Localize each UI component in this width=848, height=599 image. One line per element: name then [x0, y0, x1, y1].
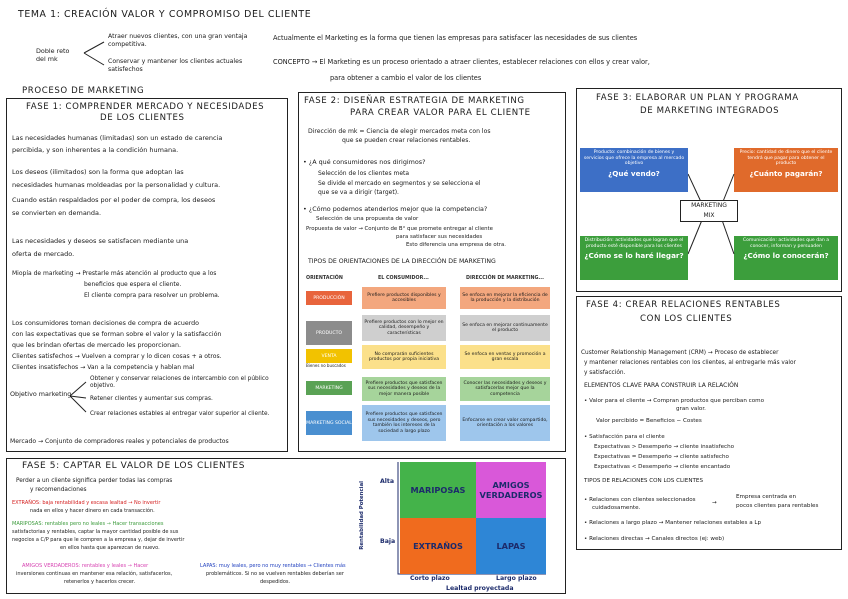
table-header: ORIENTACIÓN	[306, 276, 343, 281]
fase4-title-1: FASE 4: CREAR RELACIONES RENTABLES	[586, 300, 781, 310]
extranos-text: EXTRAÑOS: baja rentabilidad y escasa lealtad → No invertir	[12, 500, 161, 506]
proceso-title: PROCESO DE MARKETING	[22, 86, 145, 96]
matrix-x-label: Lealtad proyectada	[446, 585, 514, 592]
quad-amigos: AMIGOS VERDADEROS	[476, 462, 546, 518]
fase1-line: Miopía de marketing → Prestarle más atención al producto que a los	[12, 270, 217, 277]
fase1-title-1: FASE 1: COMPRENDER MERCADO Y NECESIDADES	[26, 102, 265, 112]
fase5-intro: y recomendaciones	[30, 487, 87, 493]
fase1-line: El cliente compra para resolver un problema.	[84, 292, 220, 299]
mariposas-text: negocios a C/P para que le compren a la empresa y, dejar de invertir	[12, 537, 185, 543]
orientation-label: PRODUCCIÓN	[306, 291, 352, 305]
rel1: cuidadosamente.	[592, 505, 641, 511]
orientation-consumer: Prefiere productos que satisfacen sus necesidades y deseos, pero también los intereses de la sociedad a largo plazo	[362, 405, 446, 441]
fase1-line: necesidades humanas moldeadas por la personalidad y cultura.	[12, 181, 221, 189]
orientation-consumer: No comprarán suficientes productos por propia iniciativa	[362, 345, 446, 369]
fase1-line: Las necesidades y deseos se satisfacen mediante una	[12, 237, 189, 245]
q1-answer: Selección de los clientes meta	[318, 170, 410, 177]
valor-line: Valor percibido = Beneficios − Costes	[596, 418, 702, 424]
lapas-text: problemáticos. Si no se vuelven rentables deberían ser	[206, 571, 344, 577]
q2-answer: para satisfacer sus necesidades	[396, 234, 483, 240]
fase1-title-2: DE LOS CLIENTES	[100, 113, 185, 123]
orientation-direction: Enfocarse en crear valor compartido, orientación a los valores	[460, 405, 550, 441]
fase1-line: oferta de mercado.	[12, 250, 75, 258]
orientation-direction: Se enfoca en mejorar la eficiencia de la producción y la distribución	[460, 287, 550, 309]
orientation-direction: Conocer las necesidades y deseos y satisfacerlas mejor que la competencia	[460, 377, 550, 401]
concepto-line-2: para obtener a cambio el valor de los clientes	[330, 74, 482, 82]
orientation-direction: Se enfoca en ventas y promoción a gran escala	[460, 345, 550, 369]
fase5-title: FASE 5: CAPTAR EL VALOR DE LOS CLIENTES	[22, 461, 246, 471]
crm-line: y satisfacción.	[584, 370, 626, 376]
quad-extranos: EXTRAÑOS	[400, 518, 476, 574]
orientation-label: MARKETING SOCIAL	[306, 411, 352, 435]
fase1-line: Los deseos (ilimitados) son la forma que adoptan las	[12, 168, 184, 176]
amigos-text: AMIGOS VERDADEROS: rentables y leales → Hacer	[22, 563, 149, 569]
doble-reto-label: Doble reto del mk	[36, 47, 70, 63]
fase1-line: Los consumidores toman decisiones de compra de acuerdo	[12, 320, 200, 327]
mix-producto: Producto: combinación de bienes y servicios que ofrece la empresa al mercado objetivo ¿Qué vendo?	[580, 148, 688, 192]
q2-answer: Esto diferencia una empresa de otra.	[406, 242, 506, 248]
rel1-arrow: →	[712, 500, 717, 506]
direccion-line: que se pueden crear relaciones rentables.	[342, 137, 471, 144]
matrix-x-corto: Corto plazo	[410, 575, 450, 582]
concepto-line-1: CONCEPTO → El Marketing es un proceso orientado a atraer clientes, establecer relaciones con ellos y crear valor,	[273, 58, 650, 66]
satisfaccion-line: Expectativas < Desempeño → cliente encantado	[594, 464, 731, 470]
rel2: • Relaciones a largo plazo → Mantener relaciones estables a Lp	[584, 520, 762, 526]
matrix-x-largo: Largo plazo	[496, 575, 537, 582]
tipos-relaciones-title: TIPOS DE RELACIONES CON LOS CLIENTES	[584, 478, 704, 484]
orientation-consumer: Prefiere productos disponibles y accesibles	[362, 287, 446, 309]
objetivo-item-1: Obtener y conservar relaciones de intercambio con el público objetivo.	[90, 376, 269, 390]
rel3: • Relaciones directas → Canales directos (ej: web)	[584, 536, 725, 542]
matrix-y-baja: Baja	[380, 538, 396, 545]
satisfaccion-line: Expectativas > Desempeño → cliente insatisfecho	[594, 444, 735, 450]
fase1-line: Las necesidades humanas (limitadas) son un estado de carencia	[12, 134, 223, 142]
fase4-title-2: CON LOS CLIENTES	[640, 314, 733, 324]
rel1: • Relaciones con clientes seleccionados	[584, 497, 696, 503]
q1: • ¿A qué consumidores nos dirigimos?	[303, 158, 426, 166]
satisfaccion-line: Expectativas = Desempeño → cliente satisfecho	[594, 454, 729, 460]
orientation-label: VENTA	[306, 349, 352, 363]
fase1-line: con las expectativas que se forman sobre el valor y la satisfacción	[12, 331, 222, 338]
doble-reto-item-1: Atraer nuevos clientes, con una gran ventaja competitiva.	[108, 33, 248, 48]
fase1-line: Cuando están respaldados por el poder de compra, los deseos	[12, 196, 216, 204]
rel1-result: pocos clientes para rentables	[736, 503, 819, 509]
fase2-title-1: FASE 2: DISEÑAR ESTRATEGIA DE MARKETING	[304, 96, 525, 106]
fase1-line: beneficios que espera el cliente.	[84, 281, 182, 288]
fase1-line: Clientes satisfechos → Vuelven a comprar y lo dicen cosas + a otros.	[12, 353, 222, 360]
fase1-line: que les brindan ofertas de mercado les proporcionan.	[12, 342, 182, 349]
fase1-line: Clientes insatisfechos → Van a la competencia y hablan mal	[12, 364, 195, 371]
mix-comunicacion: Comunicación: actividades que dan a conocer, informan y persuaden ¿Cómo lo conocerán?	[734, 236, 838, 280]
objetivo-label: Objetivo marketing	[10, 390, 72, 398]
extranos-text: nada en ellos y hacer dinero en cada transacción.	[30, 508, 155, 514]
fase5-intro: Perder a un cliente significa perder todas las compras	[16, 478, 173, 484]
crm-line: Customer Relationship Management (CRM) → Proceso de establecer	[581, 350, 779, 356]
valor-line: • Valor para el cliente → Compran productos que perciban como	[584, 398, 765, 404]
orientation-label: PRODUCTO	[306, 321, 352, 345]
direccion-line: Dirección de mk = Ciencia de elegir mercados meta con los	[308, 128, 491, 135]
q1-answer: Se divide el mercado en segmentos y se selecciona el	[318, 180, 481, 187]
q2: • ¿Cómo podemos atenderlos mejor que la competencia?	[303, 205, 488, 213]
valor-line: gran valor.	[676, 406, 706, 412]
amigos-text: retenerlos y hacerlos crecer.	[64, 579, 136, 585]
matrix-y-alta: Alta	[380, 478, 395, 485]
marketing-mix-center: MARKETING MIX	[680, 200, 738, 222]
matrix-y-label-wrap	[354, 482, 366, 552]
orientation-consumer: Prefiere productos con lo mejor en calidad, desempeño y características	[362, 315, 446, 341]
mix-distribucion: Distribución: actividades que logran que el producto esté disponible para los clientes ¿Cómo se lo haré llegar?	[580, 236, 688, 280]
lapas-text: LAPAS: muy leales, pero no muy rentables → Clientes más	[200, 563, 346, 569]
fase3-title-1: FASE 3: ELABORAR UN PLAN Y PROGRAMA	[596, 93, 799, 103]
rel1-result: Empresa centrada en	[736, 494, 796, 500]
page-title: TEMA 1: CREACIÓN VALOR Y COMPROMISO DEL CLIENTE	[18, 9, 312, 20]
fase3-title-2: DE MARKETING INTEGRADOS	[640, 106, 780, 116]
crm-line: y mantener relaciones rentables con los clientes, al entregarle más valor	[584, 360, 796, 366]
q2-answer: Selección de una propuesta de valor	[316, 216, 419, 222]
doble-reto-item-2: Conservar y mantener los clientes actuales satisfechos	[108, 58, 243, 73]
fase1-line: se convierten en demanda.	[12, 209, 102, 217]
orientation-note: Bienes no buscados	[306, 363, 346, 368]
amigos-text: inversiones continuas en mantener esa relación, satisfacerlos,	[16, 571, 173, 577]
q1-answer: que se va a dirigir (target).	[318, 189, 399, 196]
quad-mariposas: MARIPOSAS	[400, 462, 476, 518]
q2-answer: Propuesta de valor → Conjunto de B° que promete entregar al cliente	[306, 226, 493, 232]
satisfaccion-line: • Satisfacción para el cliente	[584, 434, 665, 440]
lapas-text: despedidos.	[260, 579, 291, 585]
table-header: DIRECCIÓN DE MARKETING...	[466, 276, 544, 281]
matrix-y-label: Rentabilidad Potencial	[359, 481, 365, 550]
mariposas-text: en ellos hasta que aparezcan de nuevo.	[60, 545, 160, 551]
orientation-direction: Se enfoca en mejorar continuamente el producto	[460, 315, 550, 341]
table-header: EL CONSUMIDOR...	[378, 276, 429, 281]
fase1-line: percibida, y son inherentes a la condición humana.	[12, 146, 179, 154]
mix-precio: Precio: cantidad de dinero que el cliente tendrá que pagar para obtener el producto ¿Cuánto pagarán?	[734, 148, 838, 192]
objetivo-item-2: Retener clientes y aumentar sus compras.	[90, 396, 213, 402]
quad-lapas: LAPAS	[476, 518, 546, 574]
tipos-title: TIPOS DE ORIENTACIONES DE LA DIRECCIÓN DE MARKETING	[308, 258, 496, 265]
fase2-title-2: PARA CREAR VALOR PARA EL CLIENTE	[350, 108, 531, 118]
mariposas-text: MARIPOSAS: rentables pero no leales → Hacer transacciones	[12, 521, 164, 527]
objetivo-bracket	[68, 376, 90, 420]
intro-line: Actualmente el Marketing es la forma que tienen las empresas para satisfacer las necesidades de sus clientes	[273, 34, 638, 42]
elementos-title: ELEMENTOS CLAVE PARA CONSTRUIR LA RELACIÓN	[584, 382, 739, 389]
objetivo-item-3: Crear relaciones estables al entregar valor superior al cliente.	[90, 411, 270, 417]
mariposas-text: satisfactorias y rentables, captar la mayor cantidad posible de sus	[12, 529, 179, 535]
orientation-label: MARKETING	[306, 381, 352, 395]
orientation-consumer: Prefiere productos que satisfacen sus necesidades y deseos de la mejor manera posible	[362, 377, 446, 401]
mercado-line: Mercado → Conjunto de compradores reales y potenciales de productos	[10, 438, 229, 445]
